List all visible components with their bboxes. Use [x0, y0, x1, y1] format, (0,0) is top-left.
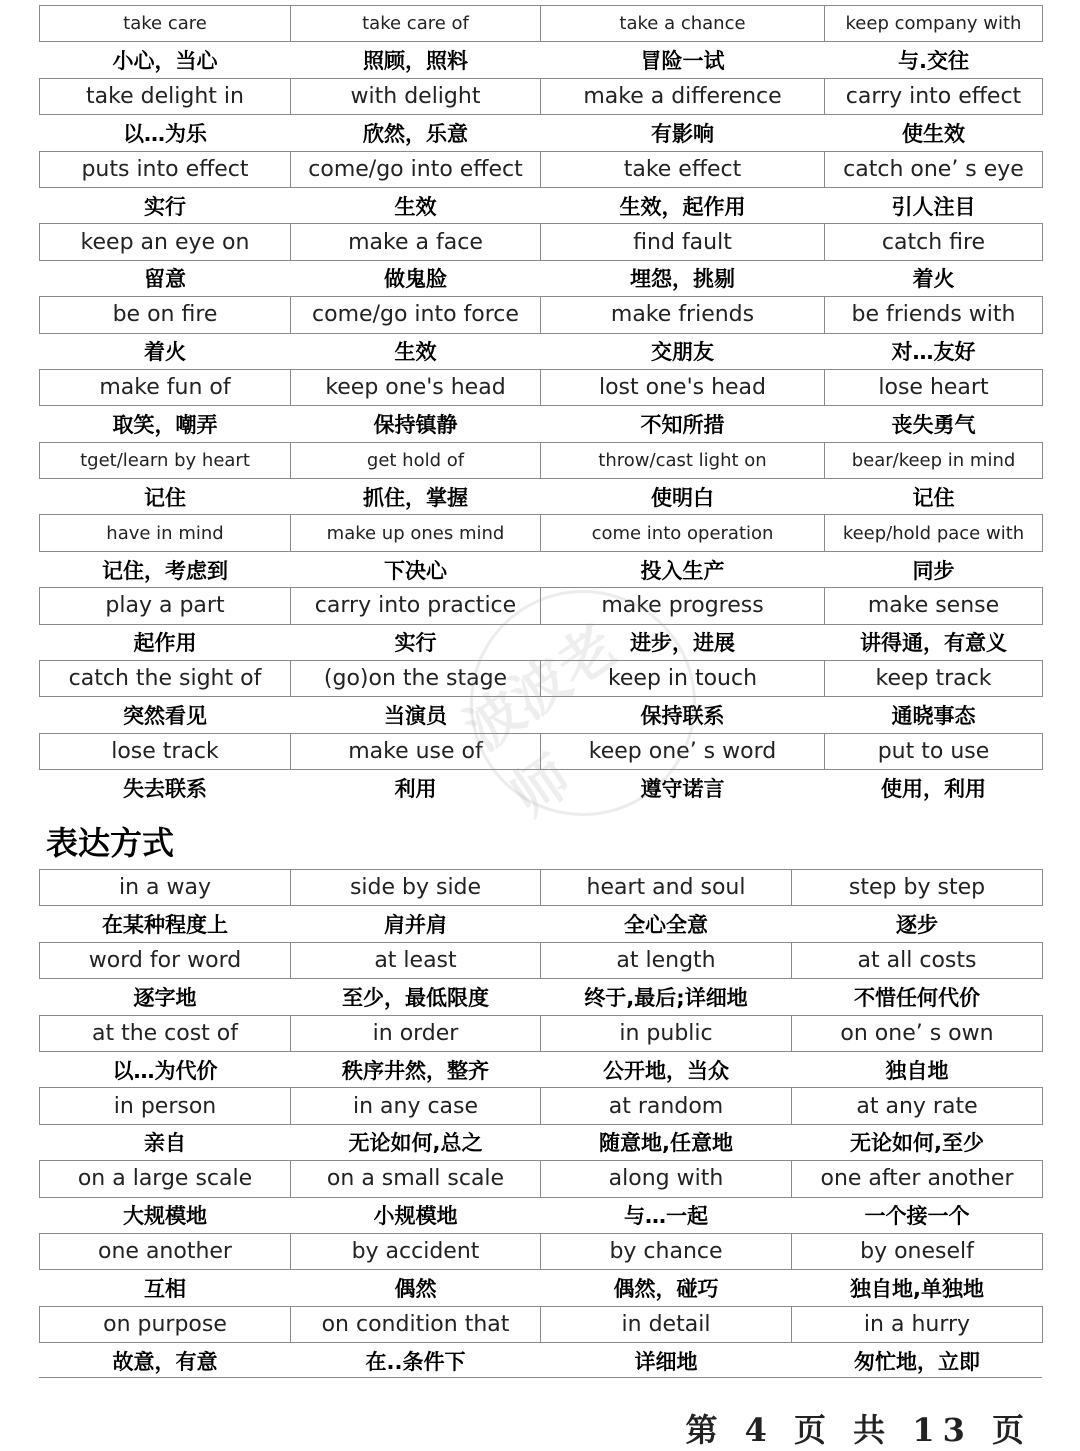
phrase-english-cell: one another — [40, 1233, 291, 1269]
phrase-row-english — [40, 588, 1043, 624]
phrase-row-english — [40, 1015, 1043, 1051]
phrase-english-cell: get hold of — [291, 442, 541, 478]
phrase-row-english — [40, 733, 1043, 769]
phrase-english-cell: lose heart — [825, 369, 1043, 405]
phrase-chinese-cell: 大规模地 — [123, 1204, 207, 1229]
phrase-chinese-cell: 以…为代价 — [112, 1058, 218, 1083]
phrase-english-cell: in order — [291, 1015, 541, 1051]
phrase-row-chinese — [40, 42, 1043, 78]
phrase-english-cell: on purpose — [40, 1306, 291, 1342]
phrase-chinese-cell: 互相 — [144, 1276, 186, 1301]
phrase-english-cell: carry into effect — [825, 78, 1043, 114]
phrase-english-cell: make a difference — [541, 78, 825, 114]
phrase-chinese-cell: 至少，最低限度 — [342, 985, 489, 1010]
phrase-english-cell: keep one’ s word — [541, 733, 825, 769]
phrase-english-cell: at length — [541, 942, 792, 978]
phrase-row-english — [40, 297, 1043, 333]
phrase-row-chinese — [40, 551, 1043, 587]
phrase-english-cell: put to use — [825, 733, 1043, 769]
phrase-english-cell: on a large scale — [40, 1161, 291, 1197]
phrase-english-cell: make sense — [825, 588, 1043, 624]
phrase-english-cell: at all costs — [792, 942, 1043, 978]
phrase-chinese-cell: 丧失勇气 — [891, 412, 976, 437]
phrase-english-cell: make up ones mind — [291, 515, 541, 551]
section-title: 表达方式 — [46, 824, 175, 862]
phrase-row-chinese — [40, 406, 1043, 442]
phrase-chinese-cell: 在某种程度上 — [102, 913, 228, 938]
phrase-chinese-cell: 与.交往 — [898, 49, 969, 74]
phrase-row-chinese — [40, 697, 1043, 733]
phrase-english-cell: be on fire — [40, 297, 291, 333]
phrase-chinese-cell: 以…为乐 — [123, 121, 207, 146]
phrase-chinese-cell: 突然看见 — [123, 704, 207, 729]
phrase-english-cell: with delight — [291, 78, 541, 114]
phrase-chinese-cell: 记住 — [144, 485, 186, 510]
phrase-chinese-cell: 与…一起 — [624, 1204, 708, 1229]
phrase-row-chinese — [40, 187, 1043, 223]
phrase-chinese-cell: 独自地,单独地 — [850, 1276, 984, 1301]
phrase-chinese-cell: 生效，起作用 — [619, 194, 746, 219]
phrase-row-english — [40, 224, 1043, 260]
phrase-english-cell: on one’ s own — [792, 1015, 1043, 1051]
phrase-chinese-cell: 小规模地 — [373, 1204, 458, 1229]
phrase-chinese-cell: 记住 — [912, 485, 955, 510]
phrase-english-cell: (go)on the stage — [291, 661, 541, 697]
phrase-chinese-cell: 失去联系 — [123, 777, 207, 802]
phrase-english-cell: catch the sight of — [40, 661, 291, 697]
phrase-english-cell: step by step — [792, 870, 1043, 906]
phrase-chinese-cell: 生效 — [394, 340, 437, 365]
phrase-row-english — [40, 661, 1043, 697]
phrase-row-chinese — [40, 333, 1043, 369]
phrase-english-cell: in person — [40, 1088, 291, 1124]
phrase-english-cell: in public — [541, 1015, 792, 1051]
phrase-row-chinese — [40, 1124, 1043, 1160]
phrase-chinese-cell: 随意地,任意地 — [599, 1131, 733, 1156]
phrase-english-cell: by oneself — [792, 1233, 1043, 1269]
phrase-row-english — [40, 1088, 1043, 1124]
phrase-chinese-cell: 不知所措 — [640, 412, 725, 437]
phrase-english-cell: by accident — [291, 1233, 541, 1269]
phrase-english-cell: in detail — [541, 1306, 792, 1342]
phrase-row-chinese — [40, 1197, 1043, 1233]
phrase-english-cell: on a small scale — [291, 1161, 541, 1197]
phrase-chinese-cell: 小心，当心 — [112, 49, 218, 74]
phrase-english-cell: one after another — [792, 1161, 1043, 1197]
phrase-english-cell: be friends with — [825, 297, 1043, 333]
phrase-english-cell: come into operation — [541, 515, 825, 551]
phrase-chinese-cell: 利用 — [394, 777, 437, 802]
phrase-row-chinese — [40, 624, 1043, 660]
phrase-chinese-cell: 在..条件下 — [365, 1350, 466, 1375]
phrase-chinese-cell: 保持联系 — [640, 704, 725, 729]
phrase-english-cell: catch one’ s eye — [825, 151, 1043, 187]
phrase-chinese-cell: 着火 — [144, 340, 186, 365]
phrase-english-cell: tget/learn by heart — [40, 442, 291, 478]
phrase-chinese-cell: 保持镇静 — [373, 412, 458, 437]
phrase-chinese-cell: 遵守诺言 — [640, 777, 725, 802]
phrase-english-cell: take care — [40, 6, 291, 42]
phrase-english-cell: side by side — [291, 870, 541, 906]
phrase-row-english — [40, 870, 1043, 906]
phrase-chinese-cell: 实行 — [144, 194, 186, 219]
phrase-chinese-cell: 做鬼脸 — [384, 267, 447, 292]
phrase-chinese-cell: 讲得通，有意义 — [860, 631, 1007, 656]
phrase-chinese-cell: 同步 — [912, 558, 955, 583]
phrase-english-cell: word for word — [40, 942, 291, 978]
phrase-english-cell: lose track — [40, 733, 291, 769]
phrase-english-cell: at any rate — [792, 1088, 1043, 1124]
phrase-chinese-cell: 详细地 — [634, 1350, 698, 1375]
phrase-english-cell: keep in touch — [541, 661, 825, 697]
phrase-row-chinese — [40, 260, 1043, 296]
phrase-chinese-cell: 公开地，当众 — [603, 1058, 729, 1083]
phrase-chinese-cell: 对…友好 — [891, 340, 976, 365]
phrase-chinese-cell: 抓住，掌握 — [363, 485, 468, 510]
phrase-english-cell: keep an eye on — [40, 224, 291, 260]
phrase-english-cell: make a face — [291, 224, 541, 260]
watermark-text: 波波老师 — [453, 614, 629, 830]
phrase-chinese-cell: 取笑，嘲弄 — [112, 412, 218, 437]
phrase-chinese-cell: 故意，有意 — [112, 1350, 218, 1375]
phrase-english-cell: come/go into force — [291, 297, 541, 333]
phrase-row-english — [40, 151, 1043, 187]
phrase-chinese-cell: 逐步 — [896, 913, 938, 938]
phrase-chinese-cell: 全心全意 — [624, 913, 708, 938]
phrase-english-cell: heart and soul — [541, 870, 792, 906]
phrase-chinese-cell: 冒险一试 — [640, 49, 725, 74]
phrase-chinese-cell: 匆忙地，立即 — [854, 1350, 980, 1375]
phrase-english-cell: find fault — [541, 224, 825, 260]
phrase-row-english — [40, 515, 1043, 551]
phrase-row-english — [40, 1161, 1043, 1197]
phrase-chinese-cell: 欣然，乐意 — [363, 121, 468, 146]
phrase-english-cell: make fun of — [40, 369, 291, 405]
phrase-english-cell: make progress — [541, 588, 825, 624]
phrase-english-cell: take delight in — [40, 78, 291, 114]
phrase-english-cell: take effect — [541, 151, 825, 187]
phrase-chinese-cell: 亲自 — [144, 1131, 186, 1156]
phrase-chinese-cell: 独自地 — [885, 1058, 949, 1083]
phrase-table-2 — [39, 869, 1043, 1379]
phrase-row-chinese — [40, 115, 1043, 151]
phrase-english-cell: in a way — [40, 870, 291, 906]
phrase-row-english — [40, 78, 1043, 114]
phrase-english-cell: keep company with — [825, 6, 1043, 42]
phrase-chinese-cell: 埋怨，挑剔 — [630, 267, 735, 292]
phrase-chinese-cell: 引人注目 — [891, 194, 976, 219]
phrase-chinese-cell: 秩序井然，整齐 — [342, 1058, 489, 1083]
phrase-chinese-cell: 偶然，碰巧 — [613, 1276, 719, 1301]
phrase-chinese-cell: 无论如何,总之 — [348, 1131, 483, 1156]
phrase-english-cell: throw/cast light on — [541, 442, 825, 478]
phrase-english-cell: keep track — [825, 661, 1043, 697]
phrase-chinese-cell: 实行 — [394, 631, 437, 656]
phrase-chinese-cell: 偶然 — [394, 1276, 437, 1301]
phrase-english-cell: by chance — [541, 1233, 792, 1269]
phrase-english-cell: play a part — [40, 588, 291, 624]
phrase-english-cell: in any case — [291, 1088, 541, 1124]
phrase-chinese-cell: 无论如何,至少 — [850, 1131, 984, 1156]
phrase-chinese-cell: 照顾，照料 — [363, 49, 468, 74]
bottom-rule — [39, 1377, 1042, 1378]
phrase-english-cell: bear/keep in mind — [825, 442, 1043, 478]
phrase-chinese-cell: 终于,最后;详细地 — [584, 985, 748, 1010]
phrase-english-cell: take care of — [291, 6, 541, 42]
phrase-english-cell: at least — [291, 942, 541, 978]
phrase-english-cell: catch fire — [825, 224, 1043, 260]
phrase-row-chinese — [40, 1051, 1043, 1087]
phrase-chinese-cell: 逐字地 — [133, 985, 197, 1010]
phrase-row-chinese — [40, 979, 1043, 1015]
phrase-chinese-cell: 使用，利用 — [881, 777, 986, 802]
phrase-english-cell: at the cost of — [40, 1015, 291, 1051]
phrase-chinese-cell: 交朋友 — [651, 340, 714, 365]
phrase-english-cell: take a chance — [541, 6, 825, 42]
phrase-row-english — [40, 1233, 1043, 1269]
phrase-chinese-cell: 投入生产 — [640, 558, 725, 583]
phrase-chinese-cell: 进步，进展 — [630, 631, 735, 656]
phrase-english-cell: make use of — [291, 733, 541, 769]
phrase-chinese-cell: 有影响 — [651, 121, 714, 146]
phrase-chinese-cell: 留意 — [144, 267, 186, 292]
phrase-english-cell: come/go into effect — [291, 151, 541, 187]
phrase-english-cell: make friends — [541, 297, 825, 333]
phrase-english-cell: keep/hold pace with — [825, 515, 1043, 551]
phrase-english-cell: puts into effect — [40, 151, 291, 187]
phrase-english-cell: at random — [541, 1088, 792, 1124]
phrase-english-cell: in a hurry — [792, 1306, 1043, 1342]
phrase-table-1 — [39, 5, 1043, 806]
phrase-chinese-cell: 当演员 — [384, 704, 447, 729]
phrase-chinese-cell: 起作用 — [133, 631, 197, 656]
phrase-english-cell: carry into practice — [291, 588, 541, 624]
phrase-chinese-cell: 一个接一个 — [864, 1204, 970, 1229]
phrase-row-english — [40, 369, 1043, 405]
phrase-row-chinese — [40, 770, 1043, 806]
phrase-chinese-cell: 记住，考虑到 — [102, 558, 228, 583]
phrase-english-cell: keep one's head — [291, 369, 541, 405]
phrase-english-cell: on condition that — [291, 1306, 541, 1342]
phrase-chinese-cell: 肩并肩 — [384, 913, 447, 938]
phrase-chinese-cell: 使生效 — [902, 121, 965, 146]
phrase-row-english — [40, 942, 1043, 978]
phrase-chinese-cell: 下决心 — [384, 558, 447, 583]
phrase-chinese-cell: 着火 — [912, 267, 955, 292]
page-number: 第 4 页 共 13 页 — [685, 1411, 1032, 1449]
phrase-row-english — [40, 1306, 1043, 1342]
phrase-row-english — [40, 6, 1043, 42]
phrase-row-chinese — [40, 479, 1043, 515]
phrase-chinese-cell: 生效 — [394, 194, 437, 219]
phrase-english-cell: lost one's head — [541, 369, 825, 405]
phrase-row-chinese — [40, 1270, 1043, 1306]
phrase-row-chinese — [40, 906, 1043, 942]
phrase-chinese-cell: 不惜任何代价 — [854, 985, 980, 1010]
phrase-row-chinese — [40, 1343, 1043, 1379]
phrase-english-cell: along with — [541, 1161, 792, 1197]
phrase-chinese-cell: 使明白 — [651, 485, 714, 510]
phrase-chinese-cell: 通晓事态 — [891, 704, 976, 729]
phrase-english-cell: have in mind — [40, 515, 291, 551]
phrase-row-english — [40, 442, 1043, 478]
